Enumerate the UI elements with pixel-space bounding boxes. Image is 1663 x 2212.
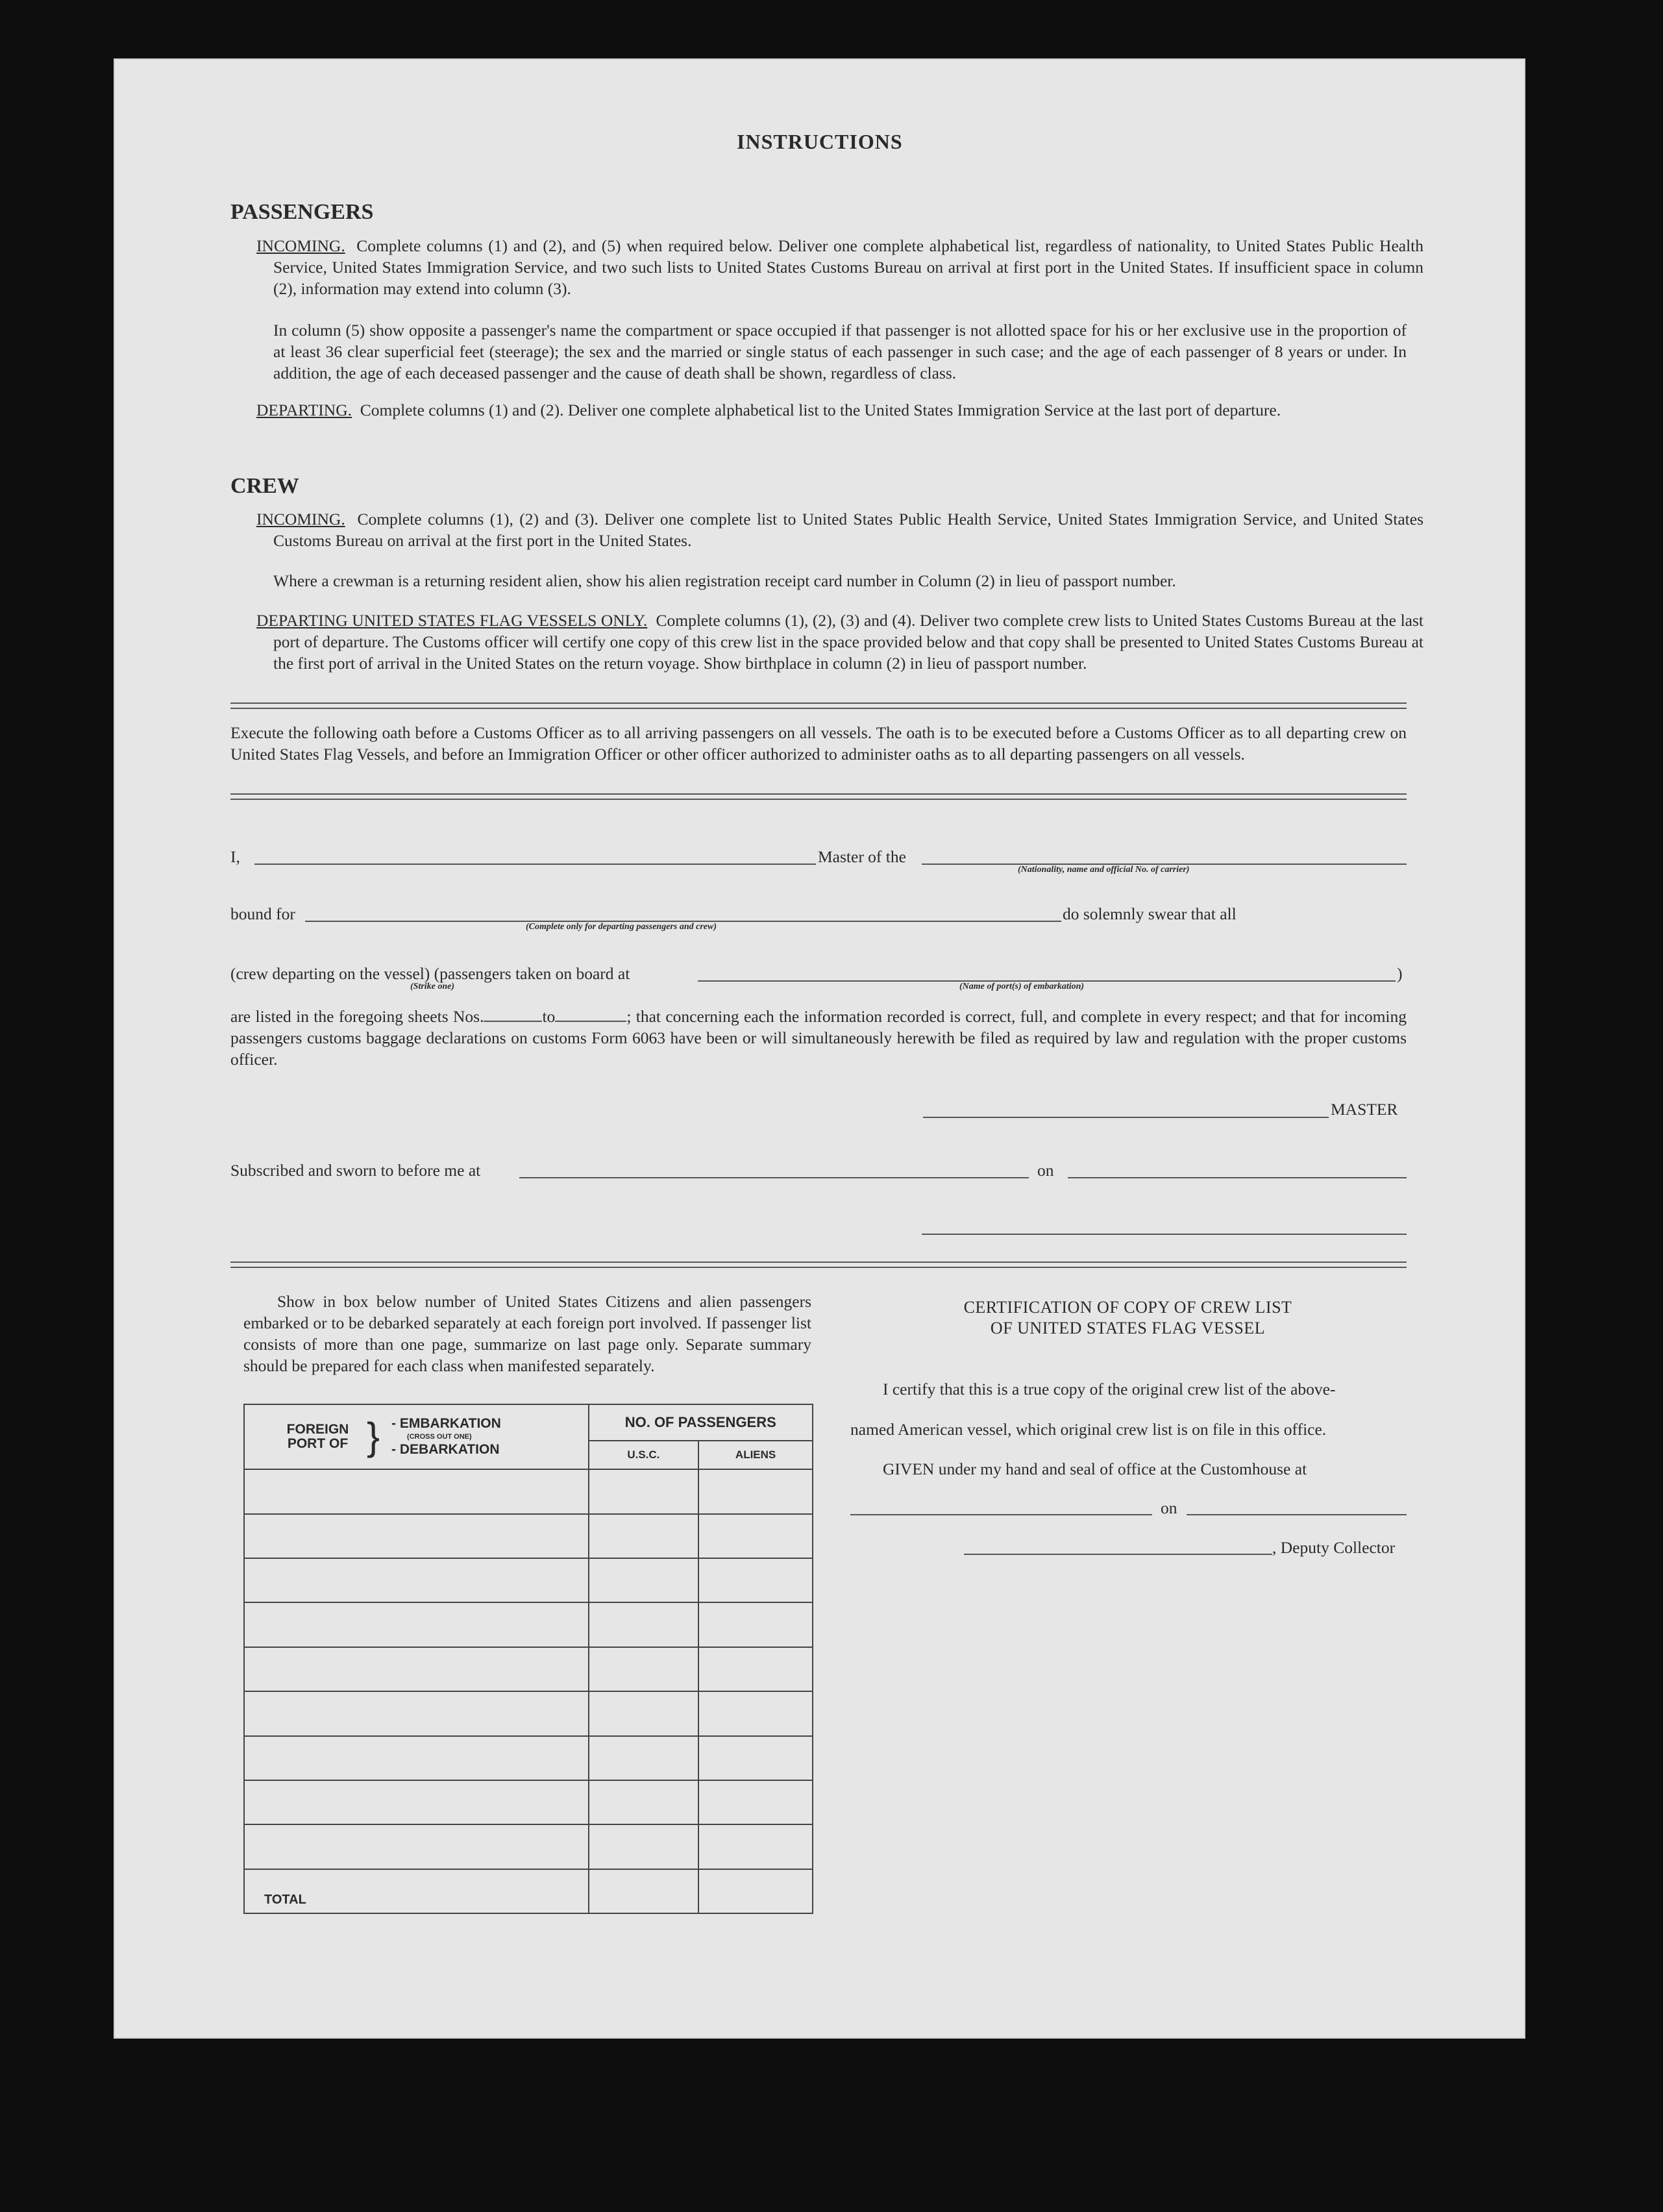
aliens-cell[interactable] [698, 1558, 813, 1602]
section-title-crew: CREW [230, 474, 299, 498]
listed-prefix: are listed in the foregoing sheets Nos. [230, 1007, 484, 1026]
given-line: GIVEN under my hand and seal of office at the Customhouse at [883, 1460, 1307, 1478]
master-label: MASTER [1331, 1100, 1398, 1119]
port-cell[interactable] [244, 1647, 589, 1691]
certification-title [850, 1297, 1405, 1339]
deputy-signature-field[interactable] [964, 1554, 1272, 1555]
passenger-summary-table [243, 1404, 813, 1914]
departing-text: Complete columns (1) and (2). Deliver one complete alphabetical list to the United States Immigration Service at the last port of departure. [360, 401, 1281, 419]
crew-incoming-paragraph [256, 508, 1423, 551]
port-cell[interactable] [244, 1824, 589, 1869]
debarkation-label: - DEBARKATION [391, 1442, 500, 1458]
usc-cell[interactable] [589, 1691, 699, 1735]
port-cell[interactable] [244, 1736, 589, 1780]
master-name-field[interactable] [254, 864, 816, 865]
aliens-cell[interactable] [698, 1602, 813, 1647]
aliens-cell[interactable] [698, 1691, 813, 1735]
master-of-label: Master of the [818, 847, 906, 866]
summary-instructions: Show in box below number of United States Citizens and alien passengers embarked or to be debarked separately at each foreign port involved. If passenger list consists of more than one page, summarize on last page only. Separate summary should be prepared for each class when manifested separately. [243, 1292, 811, 1375]
port-cell[interactable] [244, 1691, 589, 1735]
crew-incoming-text: Complete columns (1), (2) and (3). Deliver one complete list to United States Public Health Service, United States Immigration Service, and United States Customs Bureau on arrival at the first port in the United States. [273, 510, 1423, 550]
aliens-header: ALIENS [698, 1441, 813, 1470]
aliens-cell[interactable] [698, 1736, 813, 1780]
aliens-cell[interactable] [698, 1514, 813, 1558]
master-signature-field[interactable] [923, 1117, 1329, 1118]
customhouse-field[interactable] [850, 1514, 1152, 1515]
divider [230, 793, 1407, 800]
port-header [244, 1404, 589, 1469]
no-passengers-header: NO. OF PASSENGERS [589, 1404, 813, 1441]
certification-title-line1: CERTIFICATION OF COPY OF CREW LIST [963, 1298, 1292, 1317]
crew-departing-label: DEPARTING UNITED STATES FLAG VESSELS ONLY. [256, 611, 648, 630]
oath-intro-paragraph: Execute the following oath before a Customs Officer as to all arriving passengers on all vessels. The oath is to be executed before a Customs Officer as to all departing crew on United States Flag Vessels, and before an Immigration Officer or other officer authorized to administer oaths as to all departing passengers on all vessels. [230, 723, 1407, 764]
crew-departing-paragraph [256, 610, 1423, 674]
embarkation-label: - EMBARKATION [391, 1416, 501, 1432]
crew-incoming-label: INCOMING. [256, 510, 345, 528]
certify-line2: named American vessel, which original crew list is on file in this office. [850, 1420, 1327, 1439]
brace-icon: } [367, 1415, 380, 1459]
departing-label: DEPARTING. [256, 401, 352, 419]
usc-header: U.S.C. [589, 1441, 699, 1470]
sheet-from-field[interactable] [484, 1008, 542, 1022]
strike-one-caption: (Strike one) [410, 982, 455, 991]
listed-suffix: ; that concerning each the information recorded is correct, full, and complete in every respect; and that for incoming passengers customs baggage declarations on customs Form 6063 have been or will simultaneously herewith be filed as required by law and regulation with the proper customs officer. [230, 1007, 1407, 1069]
usc-cell[interactable] [589, 1558, 699, 1602]
aliens-cell[interactable] [698, 1647, 813, 1691]
usc-cell[interactable] [589, 1514, 699, 1558]
close-paren: ) [1397, 964, 1403, 983]
crew-departing-text: Complete columns (1), (2), (3) and (4). Deliver two complete crew lists to United States Customs Bureau at the last port of departure. The Customs officer will certify one copy of this crew list in the space provided below and that copy shall be presented to United States Customs Bureau at the first port of arrival in the United States on the return voyage. Show birthplace in column (2) in lieu of passport number. [273, 611, 1423, 673]
crew-resident-paragraph: Where a crewman is a returning resident alien, show his alien registration receipt card number in Column (2) in lieu of passport number. [273, 571, 1176, 590]
oath-i-label: I, [230, 847, 240, 866]
passengers-departing-paragraph [256, 399, 1423, 421]
port-cell[interactable] [244, 1514, 589, 1558]
bound-for-caption: (Complete only for departing passengers and crew) [526, 922, 717, 932]
listed-paragraph [230, 1006, 1407, 1070]
total-label: TOTAL [244, 1869, 589, 1913]
port-cell[interactable] [244, 1558, 589, 1602]
passengers-column5-paragraph: In column (5) show opposite a passenger's name the compartment or space occupied if that passenger is not allotted space for his or her exclusive use in the proportion of at least 36 clear superficial feet (steerage); the sex and the married or single status of each passenger in such case; and the age of each passenger of 8 years or under. In addition, the age of each deceased passenger and the cause of death shall be shown, regardless of class. [273, 321, 1407, 382]
aliens-cell[interactable] [698, 1469, 813, 1513]
usc-cell[interactable] [589, 1469, 699, 1513]
aliens-cell[interactable] [698, 1780, 813, 1824]
total-usc-cell[interactable] [589, 1869, 699, 1913]
usc-cell[interactable] [589, 1736, 699, 1780]
sheet-to-field[interactable] [555, 1008, 626, 1022]
certification-on-label: on [1161, 1498, 1177, 1517]
aliens-cell[interactable] [698, 1824, 813, 1869]
listed-to: to [542, 1007, 556, 1026]
swear-label: do solemnly swear that all [1063, 904, 1237, 923]
divider [230, 1261, 1407, 1268]
usc-cell[interactable] [589, 1824, 699, 1869]
usc-cell[interactable] [589, 1647, 699, 1691]
sworn-on-field[interactable] [1068, 1177, 1407, 1178]
usc-cell[interactable] [589, 1602, 699, 1647]
port-cell[interactable] [244, 1602, 589, 1647]
port-cell[interactable] [244, 1469, 589, 1513]
foreign-port-label: FOREIGN PORT OF [286, 1422, 349, 1452]
officer-signature-field[interactable] [922, 1234, 1407, 1235]
deputy-collector-label: , Deputy Collector [1272, 1538, 1396, 1557]
port-cell[interactable] [244, 1780, 589, 1824]
sworn-on-label: on [1037, 1161, 1054, 1180]
certification-date-field[interactable] [1187, 1514, 1407, 1515]
page-title: INSTRUCTIONS [737, 130, 903, 153]
divider [230, 702, 1407, 709]
carrier-caption: (Nationality, name and official No. of carrier) [1018, 865, 1190, 875]
sworn-at-field[interactable] [519, 1177, 1029, 1178]
ports-caption: (Name of port(s) of embarkation) [959, 982, 1085, 991]
certification-title-line2: OF UNITED STATES FLAG VESSEL [990, 1319, 1266, 1337]
total-aliens-cell[interactable] [698, 1869, 813, 1913]
certify-line1: I certify that this is a true copy of the original crew list of the above- [883, 1380, 1336, 1398]
incoming-label: INCOMING. [256, 236, 345, 255]
bound-for-label: bound for [230, 904, 295, 923]
subscribed-label: Subscribed and sworn to before me at [230, 1161, 481, 1180]
usc-cell[interactable] [589, 1780, 699, 1824]
section-title-passengers: PASSENGERS [230, 200, 374, 224]
passengers-incoming-paragraph [256, 235, 1423, 299]
cross-out-label: (CROSS OUT ONE) [407, 1433, 472, 1441]
incoming-text: Complete columns (1) and (2), and (5) when required below. Deliver one complete alphabetical list, regardless of nationality, to United States Public Health Service, United States Immigration Service, and two such lists to United States Customs Bureau on arrival at first port in the United States. If insufficient space in column (2), information may extend into column (3). [273, 236, 1423, 298]
crew-departing-label: (crew departing on the vessel) (passengers taken on board at [230, 964, 630, 983]
